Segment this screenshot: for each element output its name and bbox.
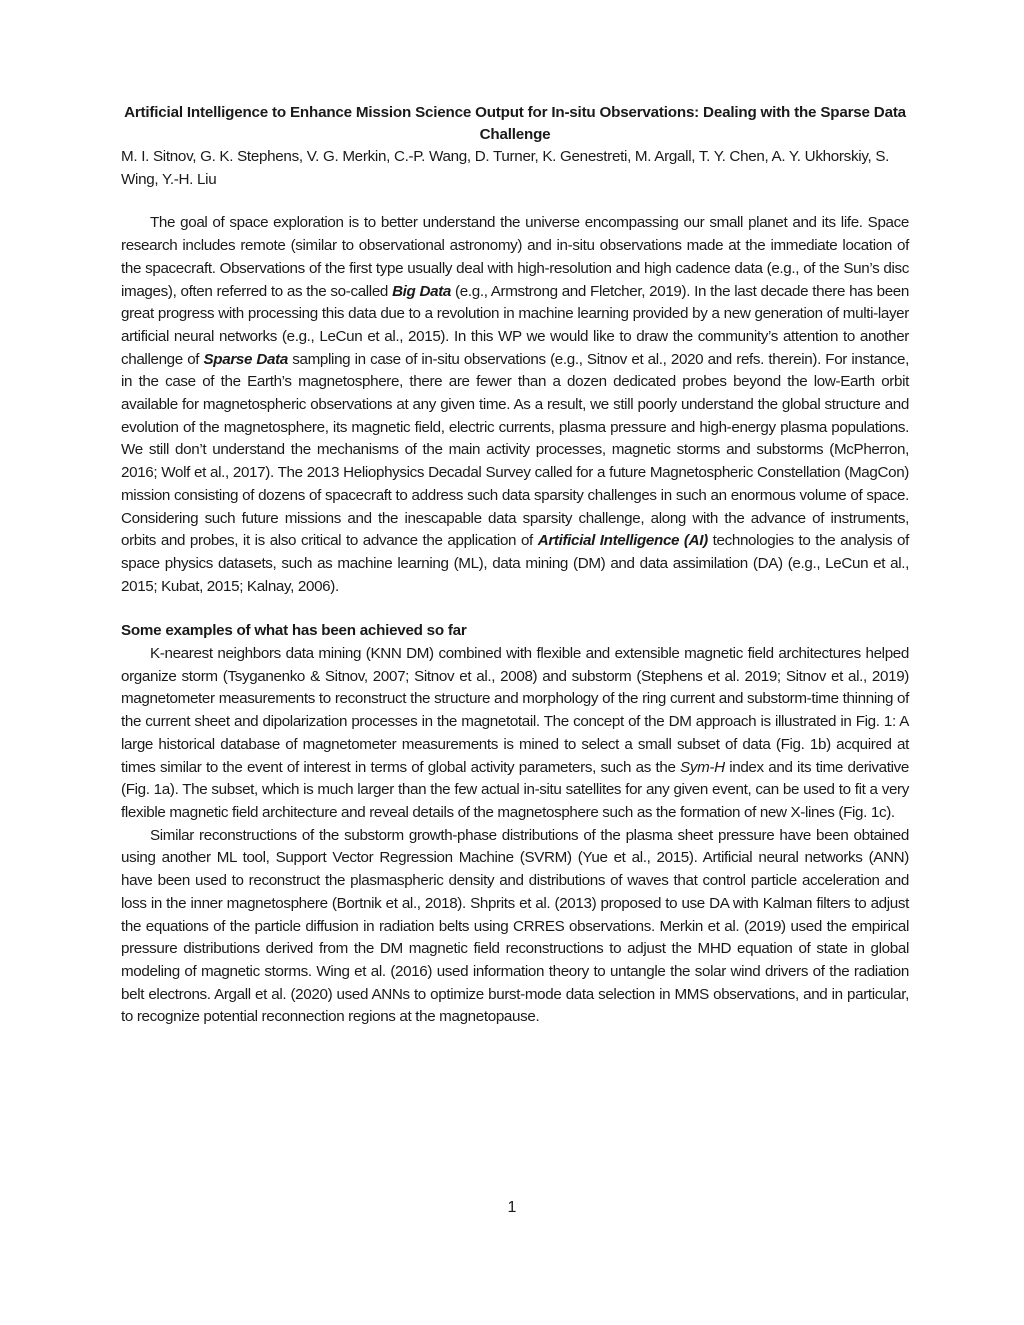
paragraph-reconstructions: Similar reconstructions of the substorm growth-phase distributions of the plasma sheet pressure have been obtained using another ML tool, Support Vector Regression Machine (SVRM) (Yue et al., 2015). Artificial neural networks (ANN) have been used to reconstruct the plasmaspheric density and distributions of waves that control particle acceleration and loss in the inner magnetosphere (Bortnik et al., 2018). Shprits et al. (2013) proposed to use DA with Kalman filters to adjust the equations of the particle diffusion in radiation belts using CRRES observations. Merkin et al. (2019) used the empirical pressure distributions derived from the DM magnetic field reconstructions to adjust the MHD equation of state in global modeling of magnetic storms. Wing et al. (2016) used information theory to untangle the solar wind drivers of the radiation belt electrons. Argall et al. (2020) used ANNs to optimize burst-mode data selection in MMS observations, and in particular, to recognize potential reconnection regions at the magnetopause.	[121, 826, 909, 1026]
term-big-data: Big Data	[392, 282, 452, 300]
intro-text-d: technologies to the analysis of space physics datasets, such as machine learning (ML), data mining (DM) and data assimilation (DA) (e.g., LeCun et al., 2015; Kubat, 2015; Kalnay, 2006).	[121, 532, 909, 595]
intro-text-c: sampling in case of in-situ observations (e.g., Sitnov et al., 2020 and refs. therein). For instance, in the case of the Earth’s magnetosphere, there are fewer than a dozen dedicated probes beyond the low-Earth orbit available for magnetospheric observations at any given time. As a result, we still poorly understand the global structure and evolution of the magnetosphere, its magnetic field, electric currents, plasma pressure and high-energy plasma populations. We still don’t understand the mechanisms of the main activity processes, magnetic storms and substorms (McPherron, 2016; Wolf et al., 2017). The 2013 Heliophysics Decadal Survey called for a future Magnetospheric Constellation (MagCon) mission consisting of dozens of spacecraft to address such data sparsity challenges in such an enormous volume of space. Considering such future missions and the inescapable data sparsity challenge, along with the advance of instruments, orbits and probes, it is also critical to advance the application of	[121, 350, 909, 550]
intro-text-b: (e.g., Armstrong and Fletcher, 2019). In the last decade there has been great progress with processing this data due to a revolution in machine learning provided by a new generation of multi-layer artificial neural networks (e.g., LeCun et al., 2015). In this WP we would like to draw the community’s attention to another challenge of	[121, 282, 909, 368]
term-sparse-data: Sparse Data	[203, 350, 288, 368]
term-sym-h: Sym-H	[680, 758, 725, 776]
intro-text-a: The goal of space exploration is to better understand the universe encompassing our small planet and its life. Space research includes remote (similar to observational astronomy) and in-situ observations made at the immediate location of the spacecraft. Observations of the first type usually deal with high-resolution and high cadence data (e.g., of the Sun’s disc images), often referred to as the so-called	[121, 214, 909, 300]
paper-title: Artificial Intelligence to Enhance Mission Science Output for In-situ Observations: Dealing with the Sparse Data Challenge	[124, 104, 906, 143]
term-artificial-intelligence: Artificial Intelligence (AI)	[537, 532, 708, 550]
author-list: M. I. Sitnov, G. K. Stephens, V. G. Merkin, C.-P. Wang, D. Turner, K. Genestreti, M. Argall, T. Y. Chen, A. Y. Ukhorskiy, S. Wing, Y.-H. Liu	[121, 148, 890, 188]
section-heading: Some examples of what has been achieved so far	[121, 622, 467, 640]
knn-text-a: K-nearest neighbors data mining (KNN DM) combined with flexible and extensible magnetic field architectures helped organize storm (Tsyganenko & Sitnov, 2007; Sitnov et al., 2008) and substorm (Stephens et al. 2019; Sitnov et al., 2019) magnetometer measurements to reconstruct the structure and morphology of the ring current and substorm-time thinning of the current sheet and dipolarization processes in the magnetotail. The concept of the DM approach is illustrated in Fig. 1: A large historical database of magnetometer measurements is mined to select a small subset of data (Fig. 1b) acquired at times similar to the event of interest in terms of global activity parameters, such as the	[121, 645, 909, 776]
paragraph-knn	[121, 643, 909, 825]
knn-text-b: index and its time derivative (Fig. 1a). The subset, which is much larger than the few actual in-situ satellites for any given event, can be used to fit a very flexible magnetic field architecture and reveal details of the magnetosphere such as the formation of new X-lines (Fig. 1c).	[121, 758, 909, 821]
page-number: 1	[507, 1199, 517, 1216]
document-page	[121, 102, 909, 1029]
paragraph-intro	[121, 212, 909, 598]
